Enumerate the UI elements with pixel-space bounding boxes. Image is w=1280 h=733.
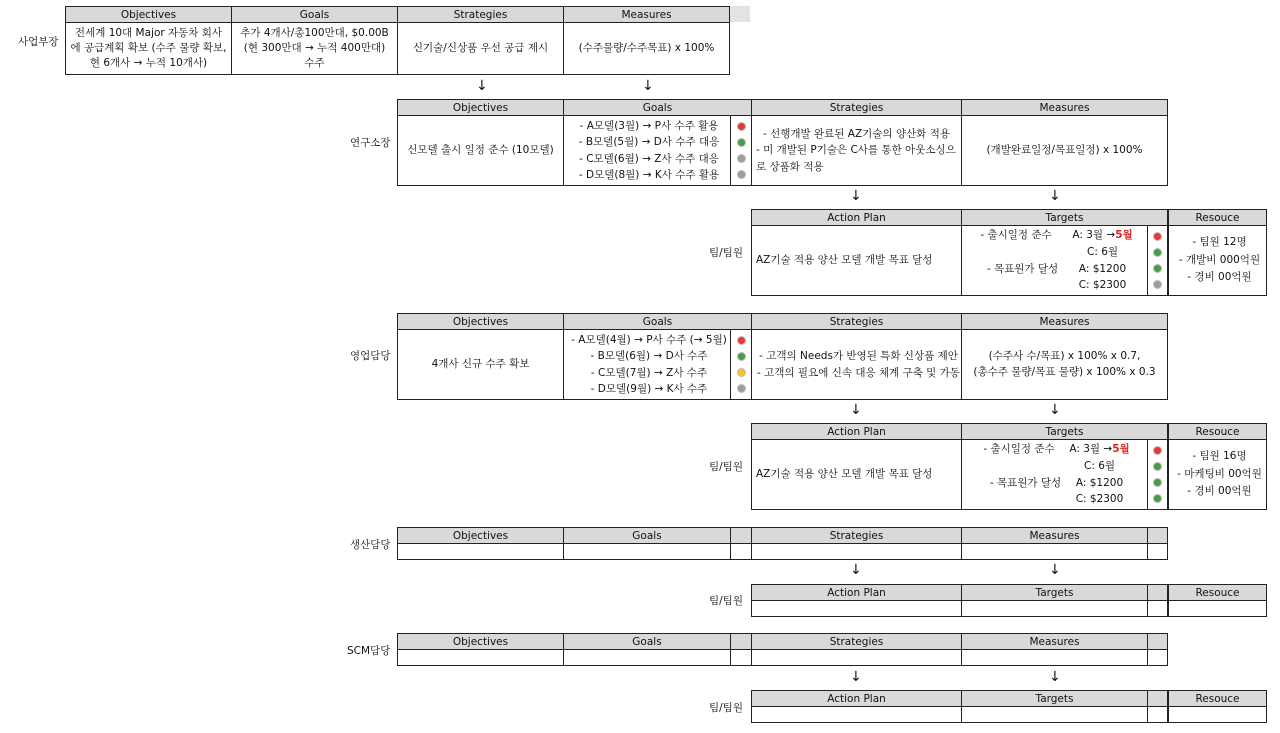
strategy-item: - 고객의 Needs가 반영된 특화 신상품 제안	[759, 350, 958, 363]
sales-goals-header: Goals	[563, 313, 752, 330]
production-strategy-cell	[751, 543, 962, 560]
down-arrow-icon: ↓	[850, 402, 862, 418]
scm-targets-header: Targets	[961, 690, 1148, 707]
resource-item: - 마케팅비 00억원	[1177, 467, 1262, 480]
production-team-label: 팀/팀원	[709, 595, 743, 607]
goal-item: - D모델(9월) → K사 수주	[590, 382, 708, 395]
status-red-icon	[1153, 232, 1162, 241]
goal-item: - C모델(6월) → Z사 수주 대응	[579, 152, 719, 165]
sales-row-label: 영업담당	[350, 350, 391, 362]
scm-targets-cell	[961, 706, 1148, 723]
research-team-label: 팀/팀원	[709, 247, 743, 259]
research-target-status-cell	[1147, 225, 1168, 296]
goal-item: - A모델(3월) → P사 수주 활용	[579, 119, 719, 132]
status-gray-icon	[737, 170, 746, 179]
status-green-icon	[1153, 478, 1162, 487]
production-measure-cell	[961, 543, 1148, 560]
goal-item: - B모델(6월) → D사 수주	[590, 350, 708, 363]
scm-goals-header: Goals	[563, 633, 731, 650]
status-green-icon	[1153, 462, 1162, 471]
research-goals-cell	[563, 115, 731, 186]
research-targets-cell	[961, 225, 1148, 296]
scm-objectives-header: Objectives	[397, 633, 564, 650]
production-goal-status-cell	[730, 543, 752, 560]
sales-objectives-header: Objectives	[397, 313, 564, 330]
scm-action-plan-header: Action Plan	[751, 690, 962, 707]
status-gray-icon	[737, 384, 746, 393]
production-measures-header: Measures	[961, 527, 1148, 544]
target-c-date: C: 6월	[1083, 459, 1116, 472]
research-objective-cell: 신모델 출시 일정 준수 (10모델)	[397, 115, 564, 186]
research-action-plan-cell: AZ기술 적용 양산 모델 개발 목표 달성	[751, 225, 962, 296]
sales-targets-cell	[961, 439, 1148, 510]
exec-measure-cell: (수주물량/수주목표) x 100%	[563, 22, 730, 75]
status-green-icon	[737, 138, 746, 147]
goal-item: - D모델(8월) → K사 수주 활용	[578, 168, 720, 181]
sales-goal-status-cell	[730, 329, 752, 400]
resource-item: - 팀원 12명	[1192, 235, 1247, 248]
sales-action-plan-header: Action Plan	[751, 423, 962, 440]
sales-strategies-cell	[751, 329, 962, 400]
scm-measure-status-cell	[1147, 649, 1168, 666]
research-measure-cell: (개발완료일정/목표일정) x 100%	[961, 115, 1168, 186]
production-resource-header: Resouce	[1168, 584, 1267, 601]
target-c-cost: C: $2300	[1075, 493, 1124, 506]
sales-target-status-cell	[1147, 439, 1168, 510]
target-c-cost: C: $2300	[1078, 279, 1127, 292]
scm-strategy-cell	[751, 649, 962, 666]
research-action-plan-header: Action Plan	[751, 209, 962, 226]
sales-goals-cell	[563, 329, 731, 400]
scm-objective-cell	[397, 649, 564, 666]
sales-action-plan-cell: AZ기술 적용 양산 모델 개발 목표 달성	[751, 439, 962, 510]
sales-measure-cell	[961, 329, 1168, 400]
production-objective-cell	[397, 543, 564, 560]
strategy-item: - 미 개발된 P기술은 C사를 통한 아웃소싱으로 상품화 적용	[756, 144, 956, 173]
exec-header-filler	[730, 6, 750, 22]
scm-target-status-header	[1147, 690, 1168, 707]
scm-goal-cell	[563, 649, 731, 666]
strategy-item: - 선행개발 완료된 AZ기술의 양산화 적용	[763, 128, 950, 141]
production-target-status-cell	[1147, 600, 1168, 617]
sales-targets-header: Targets	[961, 423, 1168, 440]
status-green-icon	[737, 352, 746, 361]
exec-row-label: 사업부장	[18, 36, 59, 48]
scm-strategies-header: Strategies	[751, 633, 962, 650]
down-arrow-icon: ↓	[850, 188, 862, 204]
exec-measures-header: Measures	[563, 6, 730, 23]
sales-resource-cell	[1168, 439, 1267, 510]
scm-row-label: SCM담당	[347, 645, 391, 657]
down-arrow-icon: ↓	[850, 669, 862, 685]
down-arrow-icon: ↓	[1049, 188, 1061, 204]
scm-action-plan-cell	[751, 706, 962, 723]
research-goals-header: Goals	[563, 99, 752, 116]
status-green-icon	[1153, 494, 1162, 503]
scm-measure-cell	[961, 649, 1148, 666]
sales-strategies-header: Strategies	[751, 313, 962, 330]
research-goal-status-cell	[730, 115, 752, 186]
status-red-icon	[737, 122, 746, 131]
resource-item: - 경비 00억원	[1187, 485, 1252, 498]
target-key: - 출시일정 준수	[980, 228, 1052, 241]
measure-line: (총수주 물량/목표 물량) x 100% x 0.3	[973, 365, 1156, 378]
down-arrow-icon: ↓	[1049, 562, 1061, 578]
research-measures-header: Measures	[961, 99, 1168, 116]
status-green-icon	[1153, 248, 1162, 257]
production-strategies-header: Strategies	[751, 527, 962, 544]
exec-goal-cell: 추가 4개사/총100만대, $0.00B (현 300만대 → 누적 400만대) 수주	[231, 22, 398, 75]
research-resource-header: Resouce	[1168, 209, 1267, 226]
exec-goals-header: Goals	[231, 6, 398, 23]
production-goal-cell	[563, 543, 731, 560]
target-key: - 출시일정 준수	[983, 442, 1055, 455]
down-arrow-icon: ↓	[850, 562, 862, 578]
scm-team-label: 팀/팀원	[709, 702, 743, 714]
target-a-date-changed: 5월	[1115, 228, 1133, 241]
production-resource-cell	[1168, 600, 1267, 617]
production-row-label: 생산담당	[350, 539, 391, 551]
target-key: - 목표원가 달성	[989, 476, 1062, 489]
status-yellow-icon	[737, 368, 746, 377]
target-a-date: A: 3월 →	[1072, 228, 1116, 241]
sales-objective-cell: 4개사 신규 수주 확보	[397, 329, 564, 400]
production-goals-header: Goals	[563, 527, 731, 544]
status-gray-icon	[1153, 280, 1162, 289]
status-red-icon	[737, 336, 746, 345]
research-objectives-header: Objectives	[397, 99, 564, 116]
target-c-date: C: 6월	[1086, 245, 1119, 258]
measure-line: (수주사 수/목표) x 100% x 0.7,	[988, 350, 1141, 363]
target-a-date: A: 3월 →	[1069, 442, 1113, 455]
research-strategies-cell	[751, 115, 962, 186]
resource-item: - 팀원 16명	[1192, 449, 1247, 462]
production-status-header	[730, 527, 752, 544]
production-action-plan-cell	[751, 600, 962, 617]
target-a-cost: A: $1200	[1075, 476, 1124, 489]
down-arrow-icon: ↓	[642, 78, 654, 94]
status-red-icon	[1153, 446, 1162, 455]
production-action-plan-header: Action Plan	[751, 584, 962, 601]
goal-item: - A모델(4월) → P사 수주 (→ 5월)	[571, 333, 727, 346]
target-a-cost: A: $1200	[1078, 262, 1127, 275]
scm-measure-status-header	[1147, 633, 1168, 650]
sales-resource-header: Resouce	[1168, 423, 1267, 440]
strategy-item: - 고객의 필요에 신속 대응 체계 구축 및 가동	[757, 366, 960, 379]
down-arrow-icon: ↓	[1049, 402, 1061, 418]
research-row-label: 연구소장	[350, 137, 391, 149]
exec-objectives-header: Objectives	[65, 6, 232, 23]
exec-objective-cell: 전세계 10대 Major 자동차 회사에 공급계획 확보 (수주 물량 확보, 현 6개사 → 누적 10개사)	[65, 22, 232, 75]
research-resource-cell	[1168, 225, 1267, 296]
sales-team-label: 팀/팀원	[709, 461, 743, 473]
target-key: - 목표원가 달성	[986, 262, 1059, 275]
resource-item: - 경비 00억원	[1187, 271, 1252, 284]
scm-resource-cell	[1168, 706, 1267, 723]
exec-strategies-header: Strategies	[397, 6, 564, 23]
production-objectives-header: Objectives	[397, 527, 564, 544]
production-target-status-header	[1147, 584, 1168, 601]
status-gray-icon	[737, 154, 746, 163]
production-measure-status-header	[1147, 527, 1168, 544]
exec-strategy-cell: 신기술/신상품 우선 공급 제시	[397, 22, 564, 75]
resource-item: - 개발비 000억원	[1178, 253, 1261, 266]
goal-item: - B모델(5월) → D사 수주 대응	[578, 136, 720, 149]
sales-measures-header: Measures	[961, 313, 1168, 330]
production-measure-status-cell	[1147, 543, 1168, 560]
scm-goal-status-cell	[730, 649, 752, 666]
down-arrow-icon: ↓	[1049, 669, 1061, 685]
down-arrow-icon: ↓	[476, 78, 488, 94]
production-targets-cell	[961, 600, 1148, 617]
target-a-date-changed: 5월	[1112, 442, 1130, 455]
research-strategies-header: Strategies	[751, 99, 962, 116]
production-targets-header: Targets	[961, 584, 1148, 601]
status-green-icon	[1153, 264, 1162, 273]
scm-resource-header: Resouce	[1168, 690, 1267, 707]
scm-measures-header: Measures	[961, 633, 1148, 650]
scm-status-header	[730, 633, 752, 650]
goal-item: - C모델(7월) → Z사 수주	[590, 366, 708, 379]
scm-target-status-cell	[1147, 706, 1168, 723]
research-targets-header: Targets	[961, 209, 1168, 226]
